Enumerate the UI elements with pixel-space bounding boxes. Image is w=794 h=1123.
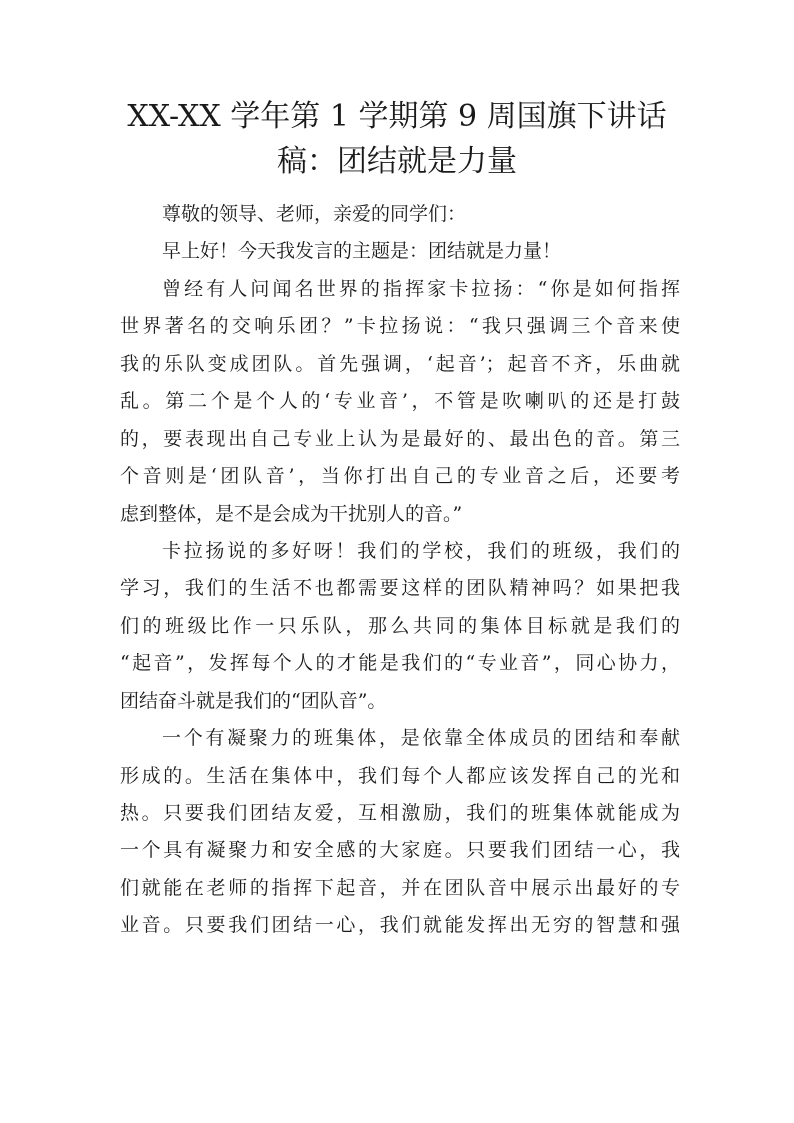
text-line: 个音则是‘团队音’，当你打出自己的专业音之后，还要考 — [120, 465, 680, 488]
text-line: 我的乐队变成团队。首先强调，‘起音’；起音不齐，乐曲就 — [120, 352, 680, 375]
paragraph-team-spirit — [120, 533, 680, 720]
text-line: 热。只要我们团结友爱，互相激励，我们的班集体就能成为 — [120, 802, 680, 824]
paragraph-opening — [120, 233, 680, 270]
document-title — [100, 94, 694, 184]
paragraph-karajan-story — [120, 271, 680, 533]
text-line: 的，要表现出自己专业上认为是最好的、最出色的音。第三 — [120, 427, 680, 450]
text-line: 曾经有人问闻名世界的指挥家卡拉扬：“你是如何指挥 — [162, 277, 680, 300]
text-line: 形成的。生活在集体中，我们每个人都应该发挥自己的光和 — [120, 764, 680, 787]
text-line: 们的班级比作一只乐队，那么共同的集体目标就是我们的 — [120, 614, 680, 637]
text-line: 虑到整体，是不是会成为干扰别人的音。” — [120, 502, 463, 525]
text-line: 世界著名的交响乐团？”卡拉扬说：“我只强调三个音来使 — [120, 315, 680, 338]
title-line: XX-XX 学年第 1 学期第 9 周国旗下讲话 — [127, 99, 667, 134]
text-line: 团结奋斗就是我们的“团队音”。 — [120, 689, 387, 712]
paragraph-class-unity — [120, 720, 680, 945]
title-line: 稿：团结就是力量 — [277, 144, 517, 179]
text-line: 们就能在老师的指挥下起音，并在团队音中展示出最好的专 — [120, 876, 680, 899]
text-line: 学习，我们的生活不也都需要这样的团队精神吗？如果把我 — [120, 577, 680, 600]
document-body — [120, 196, 680, 945]
text-line: 早上好！今天我发言的主题是：团结就是力量！ — [162, 240, 562, 263]
text-line: “起音”，发挥每个人的才能是我们的“专业音”，同心协力， — [120, 652, 680, 675]
text-line: 卡拉扬说的多好呀！我们的学校，我们的班级，我们的 — [162, 539, 680, 562]
text-line: 业音。只要我们团结一心，我们就能发挥出无穷的智慧和强 — [120, 914, 680, 937]
paragraph-greeting — [120, 196, 680, 233]
text-line: 一个具有凝聚力和安全感的大家庭。只要我们团结一心，我 — [120, 839, 680, 862]
text-line: 尊敬的领导、老师，亲爱的同学们： — [162, 203, 467, 225]
text-line: 乱。第二个是个人的‘专业音’，不管是吹喇叭的还是打鼓 — [120, 390, 680, 413]
text-line: 一个有凝聚力的班集体，是依靠全体成员的团结和奉献 — [162, 727, 680, 750]
